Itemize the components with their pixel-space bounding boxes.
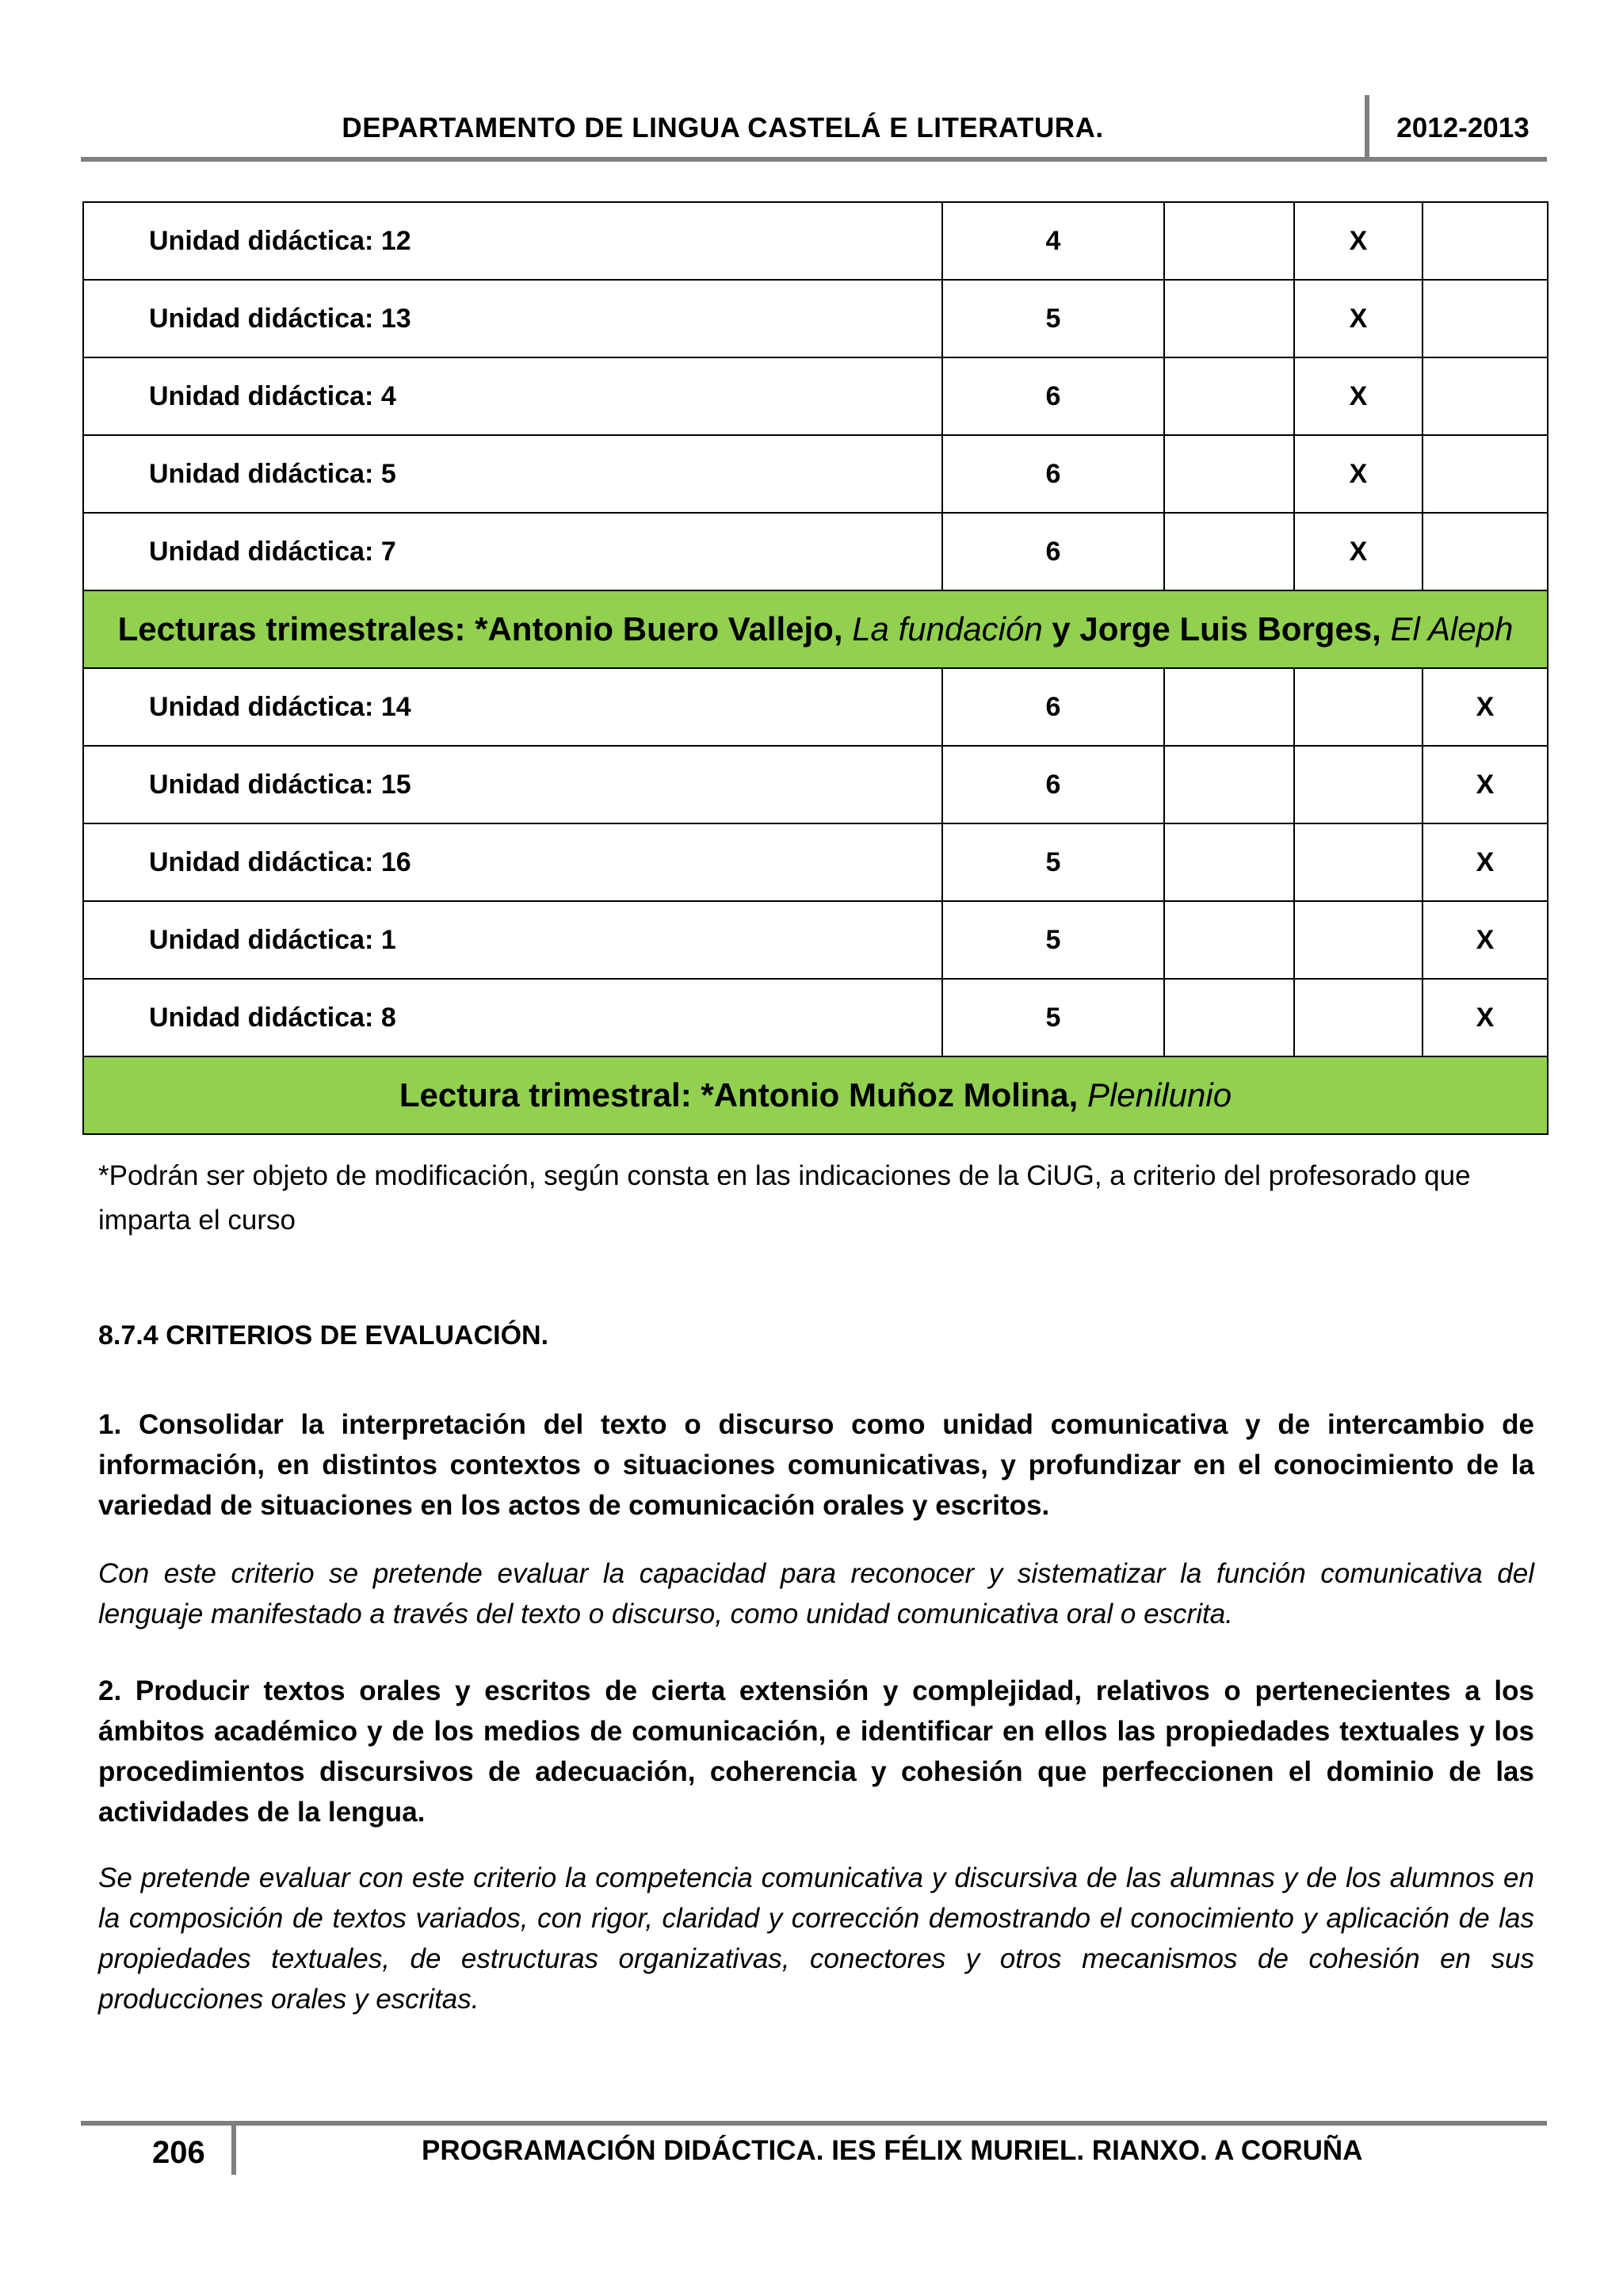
term-cell-2 [1294,823,1423,901]
section-title: 8.7.4 CRITERIOS DE EVALUACIÓN. [98,1320,549,1350]
reading-prefix: Lecturas trimestrales: *Antonio Buero Vallejo, [117,610,853,648]
table-row [83,901,1548,979]
reading-cell [83,1056,1548,1134]
criterion-1-explanation: Con este criterio se pretende evaluar la capacidad para reconocer y sistematizar la función comunicativa del lenguaje manifestado a través del texto o discurso, como unidad comunicativa oral o escrita. [98,1558,1534,1629]
term-cell-3 [1423,280,1548,357]
reading-title: La fundación [852,610,1043,648]
table-row [83,823,1548,901]
term-cell-3: X [1423,746,1548,823]
table-row [83,435,1548,513]
header-title: DEPARTAMENTO DE LINGUA CASTELÁ E LITERATURA. [342,113,1104,143]
unit-cell: Unidad didáctica: 13 [83,280,942,357]
sessions-cell: 5 [942,901,1164,979]
term-cell-1 [1164,435,1294,513]
term-cell-3: X [1423,901,1548,979]
table-row [83,202,1548,280]
table-row [83,357,1548,435]
page-number: 206 [152,2135,205,2170]
header-divider [1365,95,1369,157]
unit-cell: Unidad didáctica: 16 [83,823,942,901]
table-row [83,513,1548,590]
sessions-cell: 5 [942,823,1164,901]
unit-cell: Unidad didáctica: 4 [83,357,942,435]
criterion-2: 2. Producir textos orales y escritos de cierta extensión y complejidad, relativos o pertenecientes a los ámbitos académico y de los medios de comunicación, e identificar en ellos las propiedades textuales y los procedimientos discursivos de adecuación, coherencia y cohesión que perfeccionen el dominio de las actividades de la lengua. [98,1675,1534,1828]
reading-title: Plenilunio [1086,1076,1232,1114]
header-rule [81,157,1547,162]
table-row [83,979,1548,1056]
reading-row [83,590,1548,668]
schedule-table [82,201,1549,1135]
term-cell-3: X [1423,823,1548,901]
sessions-cell: 6 [942,668,1164,746]
term-cell-2 [1294,901,1423,979]
term-cell-2 [1294,979,1423,1056]
unit-cell: Unidad didáctica: 1 [83,901,942,979]
criterion-2-explanation: Se pretende evaluar con este criterio la competencia comunicativa y discursiva de las alumnas y de los alumnos en la composición de textos variados, con rigor, claridad y corrección demostrando el conocimiento y aplicación de las propiedades textuales, de estructuras organizativas, conectores y otros mecanismos de cohesión en sus producciones orales y escritas. [98,1862,1534,2015]
unit-cell: Unidad didáctica: 8 [83,979,942,1056]
term-cell-2: X [1294,202,1423,280]
sessions-cell: 5 [942,280,1164,357]
table-row [83,280,1548,357]
unit-cell: Unidad didáctica: 5 [83,435,942,513]
unit-cell: Unidad didáctica: 14 [83,668,942,746]
term-cell-1 [1164,979,1294,1056]
term-cell-3 [1423,435,1548,513]
term-cell-2: X [1294,280,1423,357]
header-year: 2012-2013 [1396,113,1529,143]
term-cell-1 [1164,823,1294,901]
term-cell-1 [1164,901,1294,979]
term-cell-2: X [1294,357,1423,435]
term-cell-1 [1164,746,1294,823]
term-cell-3 [1423,513,1548,590]
sessions-cell: 4 [942,202,1164,280]
term-cell-2: X [1294,513,1423,590]
reading-title: El Aleph [1390,610,1514,648]
page-header [81,95,1547,162]
footer-title: PROGRAMACIÓN DIDÁCTICA. IES FÉLIX MURIEL. RIANXO. A CORUÑA [422,2135,1363,2166]
term-cell-3: X [1423,979,1548,1056]
term-cell-3 [1423,202,1548,280]
table-row [83,746,1548,823]
unit-cell: Unidad didáctica: 12 [83,202,942,280]
term-cell-1 [1164,668,1294,746]
footer-rule [81,2121,1547,2126]
sessions-cell: 6 [942,513,1164,590]
criterion-1: 1. Consolidar la interpretación del texto o discurso como unidad comunicativa y de intercambio de información, en distintos contextos o situaciones comunicativas, y profundizar en el conocimiento de la variedad de situaciones en los actos de comunicación orales y escritos. [98,1409,1534,1521]
term-cell-3 [1423,357,1548,435]
page-footer [81,2121,1547,2176]
sessions-cell: 6 [942,357,1164,435]
term-cell-2 [1294,668,1423,746]
term-cell-2: X [1294,435,1423,513]
term-cell-1 [1164,280,1294,357]
reading-prefix: Lectura trimestral: *Antonio Muñoz Molina, [399,1076,1087,1114]
unit-cell: Unidad didáctica: 15 [83,746,942,823]
sessions-cell: 6 [942,746,1164,823]
term-cell-2 [1294,746,1423,823]
reading-cell [83,590,1548,668]
reading-middle: y Jorge Luis Borges, [1042,610,1391,648]
term-cell-1 [1164,202,1294,280]
footer-divider [231,2126,236,2175]
table-footnote: *Podrán ser objeto de modificación, según consta en las indicaciones de la CiUG, a criterio del profesorado que imparta el curso [98,1160,1471,1236]
sessions-cell: 5 [942,979,1164,1056]
term-cell-1 [1164,513,1294,590]
unit-cell: Unidad didáctica: 7 [83,513,942,590]
term-cell-3: X [1423,668,1548,746]
sessions-cell: 6 [942,435,1164,513]
term-cell-1 [1164,357,1294,435]
reading-row [83,1056,1548,1134]
table-row [83,668,1548,746]
